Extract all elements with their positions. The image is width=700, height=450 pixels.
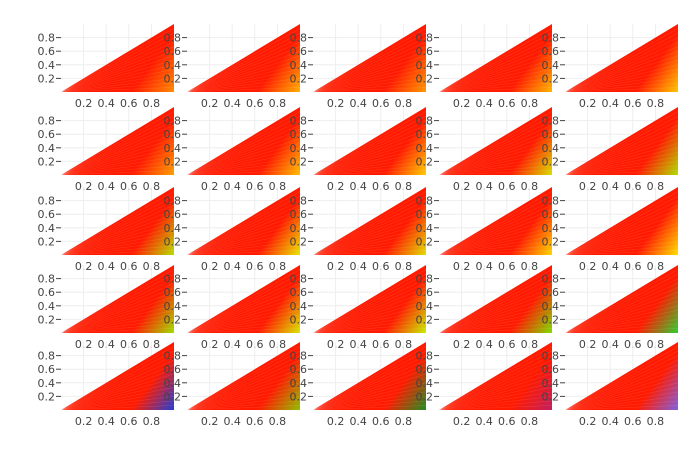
- x-tick-label: 0.8: [142, 338, 161, 351]
- triangle-surface: [439, 107, 552, 175]
- x-tick-label: 0.8: [646, 338, 665, 351]
- y-tick-label: 0.2: [163, 72, 181, 86]
- y-tick-label: 0.8: [415, 194, 433, 208]
- x-tick-label: 0.6: [498, 260, 516, 273]
- y-tick-label: 0.6: [289, 286, 307, 300]
- x-tick-label: 0.2: [326, 97, 345, 110]
- y-tick-label: 0.6: [415, 128, 433, 142]
- x-tick-label: 0.2: [578, 180, 597, 193]
- y-tick-label: 0.6: [415, 363, 433, 377]
- x-tick-label: 0.4: [601, 260, 619, 273]
- panel-r2-c1: [38, 107, 175, 193]
- y-tick-label: 0.8: [415, 349, 433, 363]
- y-tick-label: 0.2: [163, 313, 181, 327]
- y-tick-label: 0.4: [541, 299, 559, 313]
- y-tick-label: 0.8: [289, 194, 307, 208]
- y-tick-label: 0.6: [37, 208, 55, 222]
- x-tick-label: 0.4: [475, 338, 493, 351]
- x-tick-label: 0.4: [475, 260, 493, 273]
- y-tick-label: 0.2: [541, 155, 559, 169]
- x-tick-label: 0.6: [120, 260, 138, 273]
- y-tick-label: 0.4: [163, 221, 181, 235]
- x-tick-label: 0.2: [200, 97, 219, 110]
- y-tick-label: 0.6: [541, 208, 559, 222]
- x-tick-label: 0.4: [97, 180, 115, 193]
- x-tick-label: 0.4: [223, 180, 241, 193]
- triangle-surface: [187, 107, 300, 175]
- triangle-surface: [565, 24, 678, 92]
- x-tick-label: 0.4: [601, 180, 619, 193]
- y-tick-label: 0.2: [541, 235, 559, 249]
- x-tick-label: 0.4: [349, 260, 367, 273]
- y-tick-label: 0.4: [415, 141, 433, 155]
- panel-r5-c4: [416, 342, 553, 428]
- panel-r3-c1: [38, 187, 175, 273]
- y-tick-label: 0.6: [37, 45, 55, 59]
- y-tick-label: 0.4: [163, 58, 181, 72]
- x-tick-label: 0.8: [646, 260, 665, 273]
- y-tick-label: 0.4: [289, 376, 307, 390]
- x-tick-label: 0.2: [74, 97, 93, 110]
- panel-r2-c4: [416, 107, 553, 193]
- x-tick-label: 0.4: [223, 260, 241, 273]
- y-tick-label: 0.4: [289, 299, 307, 313]
- triangle-surface: [61, 24, 174, 92]
- triangle-surface: [439, 265, 552, 333]
- panel-r3-c2: [164, 187, 301, 273]
- y-tick-label: 0.2: [415, 235, 433, 249]
- y-tick-label: 0.2: [289, 235, 307, 249]
- x-tick-label: 0.6: [624, 260, 642, 273]
- y-tick-label: 0.6: [415, 286, 433, 300]
- triangle-surface: [565, 107, 678, 175]
- x-tick-label: 0.4: [601, 415, 619, 428]
- y-tick-label: 0.2: [541, 390, 559, 404]
- y-tick-label: 0.8: [163, 31, 181, 45]
- panel-r4-c5: [542, 265, 679, 351]
- y-tick-label: 0.2: [415, 155, 433, 169]
- y-tick-label: 0.4: [541, 221, 559, 235]
- y-tick-label: 0.6: [541, 286, 559, 300]
- y-tick-label: 0.6: [163, 208, 181, 222]
- panel-r2-c3: [290, 107, 427, 193]
- y-tick-label: 0.8: [163, 349, 181, 363]
- y-tick-label: 0.8: [541, 31, 559, 45]
- y-tick-label: 0.6: [163, 128, 181, 142]
- y-tick-label: 0.4: [37, 141, 55, 155]
- x-tick-label: 0.8: [394, 97, 413, 110]
- x-tick-label: 0.4: [349, 180, 367, 193]
- x-tick-label: 0.8: [520, 338, 539, 351]
- panel-r1-c2: [164, 24, 301, 110]
- y-tick-label: 0.6: [289, 45, 307, 59]
- y-tick-label: 0.6: [289, 128, 307, 142]
- triangle-surface: [61, 187, 174, 255]
- x-tick-label: 0.4: [349, 415, 367, 428]
- panel-r1-c5: [542, 24, 679, 110]
- x-tick-label: 0.4: [475, 97, 493, 110]
- y-tick-label: 0.8: [163, 114, 181, 128]
- y-tick-label: 0.2: [541, 72, 559, 86]
- x-tick-label: 0.8: [394, 415, 413, 428]
- y-tick-label: 0.2: [37, 155, 55, 169]
- y-tick-label: 0.8: [289, 114, 307, 128]
- y-tick-label: 0.6: [415, 45, 433, 59]
- x-tick-label: 0.6: [498, 97, 516, 110]
- y-tick-label: 0.8: [541, 349, 559, 363]
- triangle-surface: [565, 265, 678, 333]
- y-tick-label: 0.2: [163, 155, 181, 169]
- y-tick-label: 0.6: [37, 128, 55, 142]
- y-tick-label: 0.4: [163, 299, 181, 313]
- x-tick-label: 0.8: [268, 338, 287, 351]
- y-tick-label: 0.4: [289, 221, 307, 235]
- x-tick-label: 0.2: [452, 180, 471, 193]
- x-tick-label: 0.8: [394, 260, 413, 273]
- triangle-surface: [313, 107, 426, 175]
- panel-r1-c4: [416, 24, 553, 110]
- x-tick-label: 0.8: [142, 260, 161, 273]
- y-tick-label: 0.4: [37, 299, 55, 313]
- x-tick-label: 0.6: [246, 180, 264, 193]
- x-tick-label: 0.8: [268, 97, 287, 110]
- y-tick-label: 0.2: [289, 313, 307, 327]
- y-tick-label: 0.6: [37, 286, 55, 300]
- x-tick-label: 0.2: [578, 338, 597, 351]
- triangle-surface: [61, 107, 174, 175]
- x-tick-label: 0.6: [498, 180, 516, 193]
- y-tick-label: 0.4: [415, 221, 433, 235]
- triangle-surface: [313, 187, 426, 255]
- x-tick-label: 0.8: [142, 415, 161, 428]
- panel-r1-c3: [290, 24, 427, 110]
- y-tick-label: 0.6: [541, 128, 559, 142]
- x-tick-label: 0.2: [326, 260, 345, 273]
- x-tick-label: 0.4: [601, 97, 619, 110]
- x-tick-label: 0.6: [498, 338, 516, 351]
- x-tick-label: 0.4: [349, 97, 367, 110]
- y-tick-label: 0.4: [163, 141, 181, 155]
- y-tick-label: 0.2: [415, 72, 433, 86]
- x-tick-label: 0.2: [452, 415, 471, 428]
- y-tick-label: 0.6: [163, 286, 181, 300]
- x-tick-label: 0.2: [200, 338, 219, 351]
- x-tick-label: 0.2: [578, 415, 597, 428]
- x-tick-label: 0.4: [97, 97, 115, 110]
- x-tick-label: 0.6: [120, 338, 138, 351]
- x-tick-label: 0.2: [326, 415, 345, 428]
- y-tick-label: 0.8: [289, 31, 307, 45]
- x-tick-label: 0.8: [520, 180, 539, 193]
- x-tick-label: 0.2: [74, 338, 93, 351]
- panel-r4-c1: [38, 265, 175, 351]
- panel-r2-c2: [164, 107, 301, 193]
- triangle-surface: [187, 265, 300, 333]
- x-tick-label: 0.8: [646, 415, 665, 428]
- y-tick-label: 0.4: [415, 58, 433, 72]
- x-tick-label: 0.6: [246, 97, 264, 110]
- x-tick-label: 0.4: [97, 338, 115, 351]
- y-tick-label: 0.8: [415, 31, 433, 45]
- panel-r5-c1: [38, 342, 175, 428]
- y-tick-label: 0.4: [163, 376, 181, 390]
- x-tick-label: 0.6: [372, 260, 390, 273]
- panel-r3-c4: [416, 187, 553, 273]
- y-tick-label: 0.4: [37, 58, 55, 72]
- x-tick-label: 0.2: [452, 97, 471, 110]
- y-tick-label: 0.4: [541, 141, 559, 155]
- y-tick-label: 0.6: [415, 208, 433, 222]
- x-tick-label: 0.4: [223, 338, 241, 351]
- x-tick-label: 0.2: [578, 97, 597, 110]
- y-tick-label: 0.2: [37, 390, 55, 404]
- x-tick-label: 0.8: [268, 415, 287, 428]
- panel-r5-c2: [164, 342, 301, 428]
- y-tick-label: 0.2: [415, 313, 433, 327]
- x-tick-label: 0.2: [452, 338, 471, 351]
- y-tick-label: 0.2: [163, 390, 181, 404]
- x-tick-label: 0.4: [223, 97, 241, 110]
- x-tick-label: 0.2: [200, 180, 219, 193]
- x-tick-label: 0.6: [120, 97, 138, 110]
- triangle-surface: [313, 265, 426, 333]
- panel-r4-c3: [290, 265, 427, 351]
- x-tick-label: 0.2: [74, 180, 93, 193]
- triangle-surface: [313, 342, 426, 410]
- x-tick-label: 0.6: [624, 180, 642, 193]
- x-tick-label: 0.4: [475, 415, 493, 428]
- triangle-surface: [187, 342, 300, 410]
- x-tick-label: 0.8: [520, 415, 539, 428]
- x-tick-label: 0.2: [578, 260, 597, 273]
- y-tick-label: 0.2: [37, 313, 55, 327]
- x-tick-label: 0.4: [349, 338, 367, 351]
- y-tick-label: 0.2: [541, 313, 559, 327]
- x-tick-label: 0.8: [520, 97, 539, 110]
- y-tick-label: 0.2: [289, 155, 307, 169]
- x-tick-label: 0.6: [372, 180, 390, 193]
- y-tick-label: 0.8: [289, 349, 307, 363]
- x-tick-label: 0.6: [246, 260, 264, 273]
- x-tick-label: 0.8: [268, 260, 287, 273]
- triangle-surface: [439, 187, 552, 255]
- triangle-surface: [439, 24, 552, 92]
- y-tick-label: 0.6: [289, 363, 307, 377]
- y-tick-label: 0.8: [163, 194, 181, 208]
- panel-r5-c3: [290, 342, 427, 428]
- y-tick-label: 0.4: [37, 376, 55, 390]
- y-tick-label: 0.8: [37, 194, 55, 208]
- x-tick-label: 0.6: [624, 415, 642, 428]
- triangle-surface: [313, 24, 426, 92]
- triangle-surface: [187, 24, 300, 92]
- y-tick-label: 0.8: [541, 272, 559, 286]
- y-tick-label: 0.2: [37, 235, 55, 249]
- y-tick-label: 0.6: [289, 208, 307, 222]
- triangle-surface: [61, 342, 174, 410]
- triangle-surface: [565, 342, 678, 410]
- y-tick-label: 0.4: [37, 221, 55, 235]
- triangle-surface: [61, 265, 174, 333]
- x-tick-label: 0.6: [246, 338, 264, 351]
- x-tick-label: 0.8: [394, 180, 413, 193]
- triangle-surface: [565, 187, 678, 255]
- x-tick-label: 0.4: [97, 415, 115, 428]
- panel-r5-c5: [542, 342, 679, 428]
- x-tick-label: 0.6: [120, 415, 138, 428]
- x-tick-label: 0.6: [624, 97, 642, 110]
- x-tick-label: 0.2: [200, 260, 219, 273]
- x-tick-label: 0.8: [268, 180, 287, 193]
- x-tick-label: 0.8: [646, 97, 665, 110]
- y-tick-label: 0.4: [415, 376, 433, 390]
- x-tick-label: 0.6: [372, 338, 390, 351]
- y-tick-label: 0.2: [163, 235, 181, 249]
- y-tick-label: 0.2: [289, 72, 307, 86]
- panel-r3-c3: [290, 187, 427, 273]
- y-tick-label: 0.4: [541, 58, 559, 72]
- y-tick-label: 0.4: [541, 376, 559, 390]
- x-tick-label: 0.2: [326, 338, 345, 351]
- triangle-surface: [439, 342, 552, 410]
- x-tick-label: 0.8: [142, 97, 161, 110]
- x-tick-label: 0.8: [646, 180, 665, 193]
- x-tick-label: 0.2: [452, 260, 471, 273]
- y-tick-label: 0.6: [37, 363, 55, 377]
- y-tick-label: 0.6: [541, 45, 559, 59]
- x-tick-label: 0.6: [246, 415, 264, 428]
- x-tick-label: 0.4: [601, 338, 619, 351]
- y-tick-label: 0.8: [541, 114, 559, 128]
- x-tick-label: 0.8: [520, 260, 539, 273]
- y-tick-label: 0.8: [37, 349, 55, 363]
- x-tick-label: 0.4: [475, 180, 493, 193]
- x-tick-label: 0.6: [498, 415, 516, 428]
- x-tick-label: 0.8: [142, 180, 161, 193]
- x-tick-label: 0.8: [394, 338, 413, 351]
- panel-r4-c4: [416, 265, 553, 351]
- panel-r3-c5: [542, 187, 679, 273]
- y-tick-label: 0.6: [541, 363, 559, 377]
- panel-r2-c5: [542, 107, 679, 193]
- x-tick-label: 0.4: [97, 260, 115, 273]
- y-tick-label: 0.6: [163, 45, 181, 59]
- x-tick-label: 0.6: [372, 97, 390, 110]
- panel-r1-c1: [38, 24, 175, 110]
- x-tick-label: 0.2: [74, 260, 93, 273]
- x-tick-label: 0.4: [223, 415, 241, 428]
- y-tick-label: 0.4: [415, 299, 433, 313]
- y-tick-label: 0.2: [289, 390, 307, 404]
- x-tick-label: 0.2: [74, 415, 93, 428]
- x-tick-label: 0.2: [200, 415, 219, 428]
- x-tick-label: 0.2: [326, 180, 345, 193]
- y-tick-label: 0.8: [415, 272, 433, 286]
- y-tick-label: 0.8: [289, 272, 307, 286]
- y-tick-label: 0.4: [289, 58, 307, 72]
- y-tick-label: 0.4: [289, 141, 307, 155]
- y-tick-label: 0.8: [163, 272, 181, 286]
- x-tick-label: 0.6: [624, 338, 642, 351]
- y-tick-label: 0.8: [415, 114, 433, 128]
- y-tick-label: 0.8: [541, 194, 559, 208]
- y-tick-label: 0.2: [37, 72, 55, 86]
- y-tick-label: 0.8: [37, 114, 55, 128]
- panel-r4-c2: [164, 265, 301, 351]
- y-tick-label: 0.2: [415, 390, 433, 404]
- y-tick-label: 0.8: [37, 31, 55, 45]
- x-tick-label: 0.6: [120, 180, 138, 193]
- x-tick-label: 0.6: [372, 415, 390, 428]
- triangle-surface: [187, 187, 300, 255]
- y-tick-label: 0.6: [163, 363, 181, 377]
- y-tick-label: 0.8: [37, 272, 55, 286]
